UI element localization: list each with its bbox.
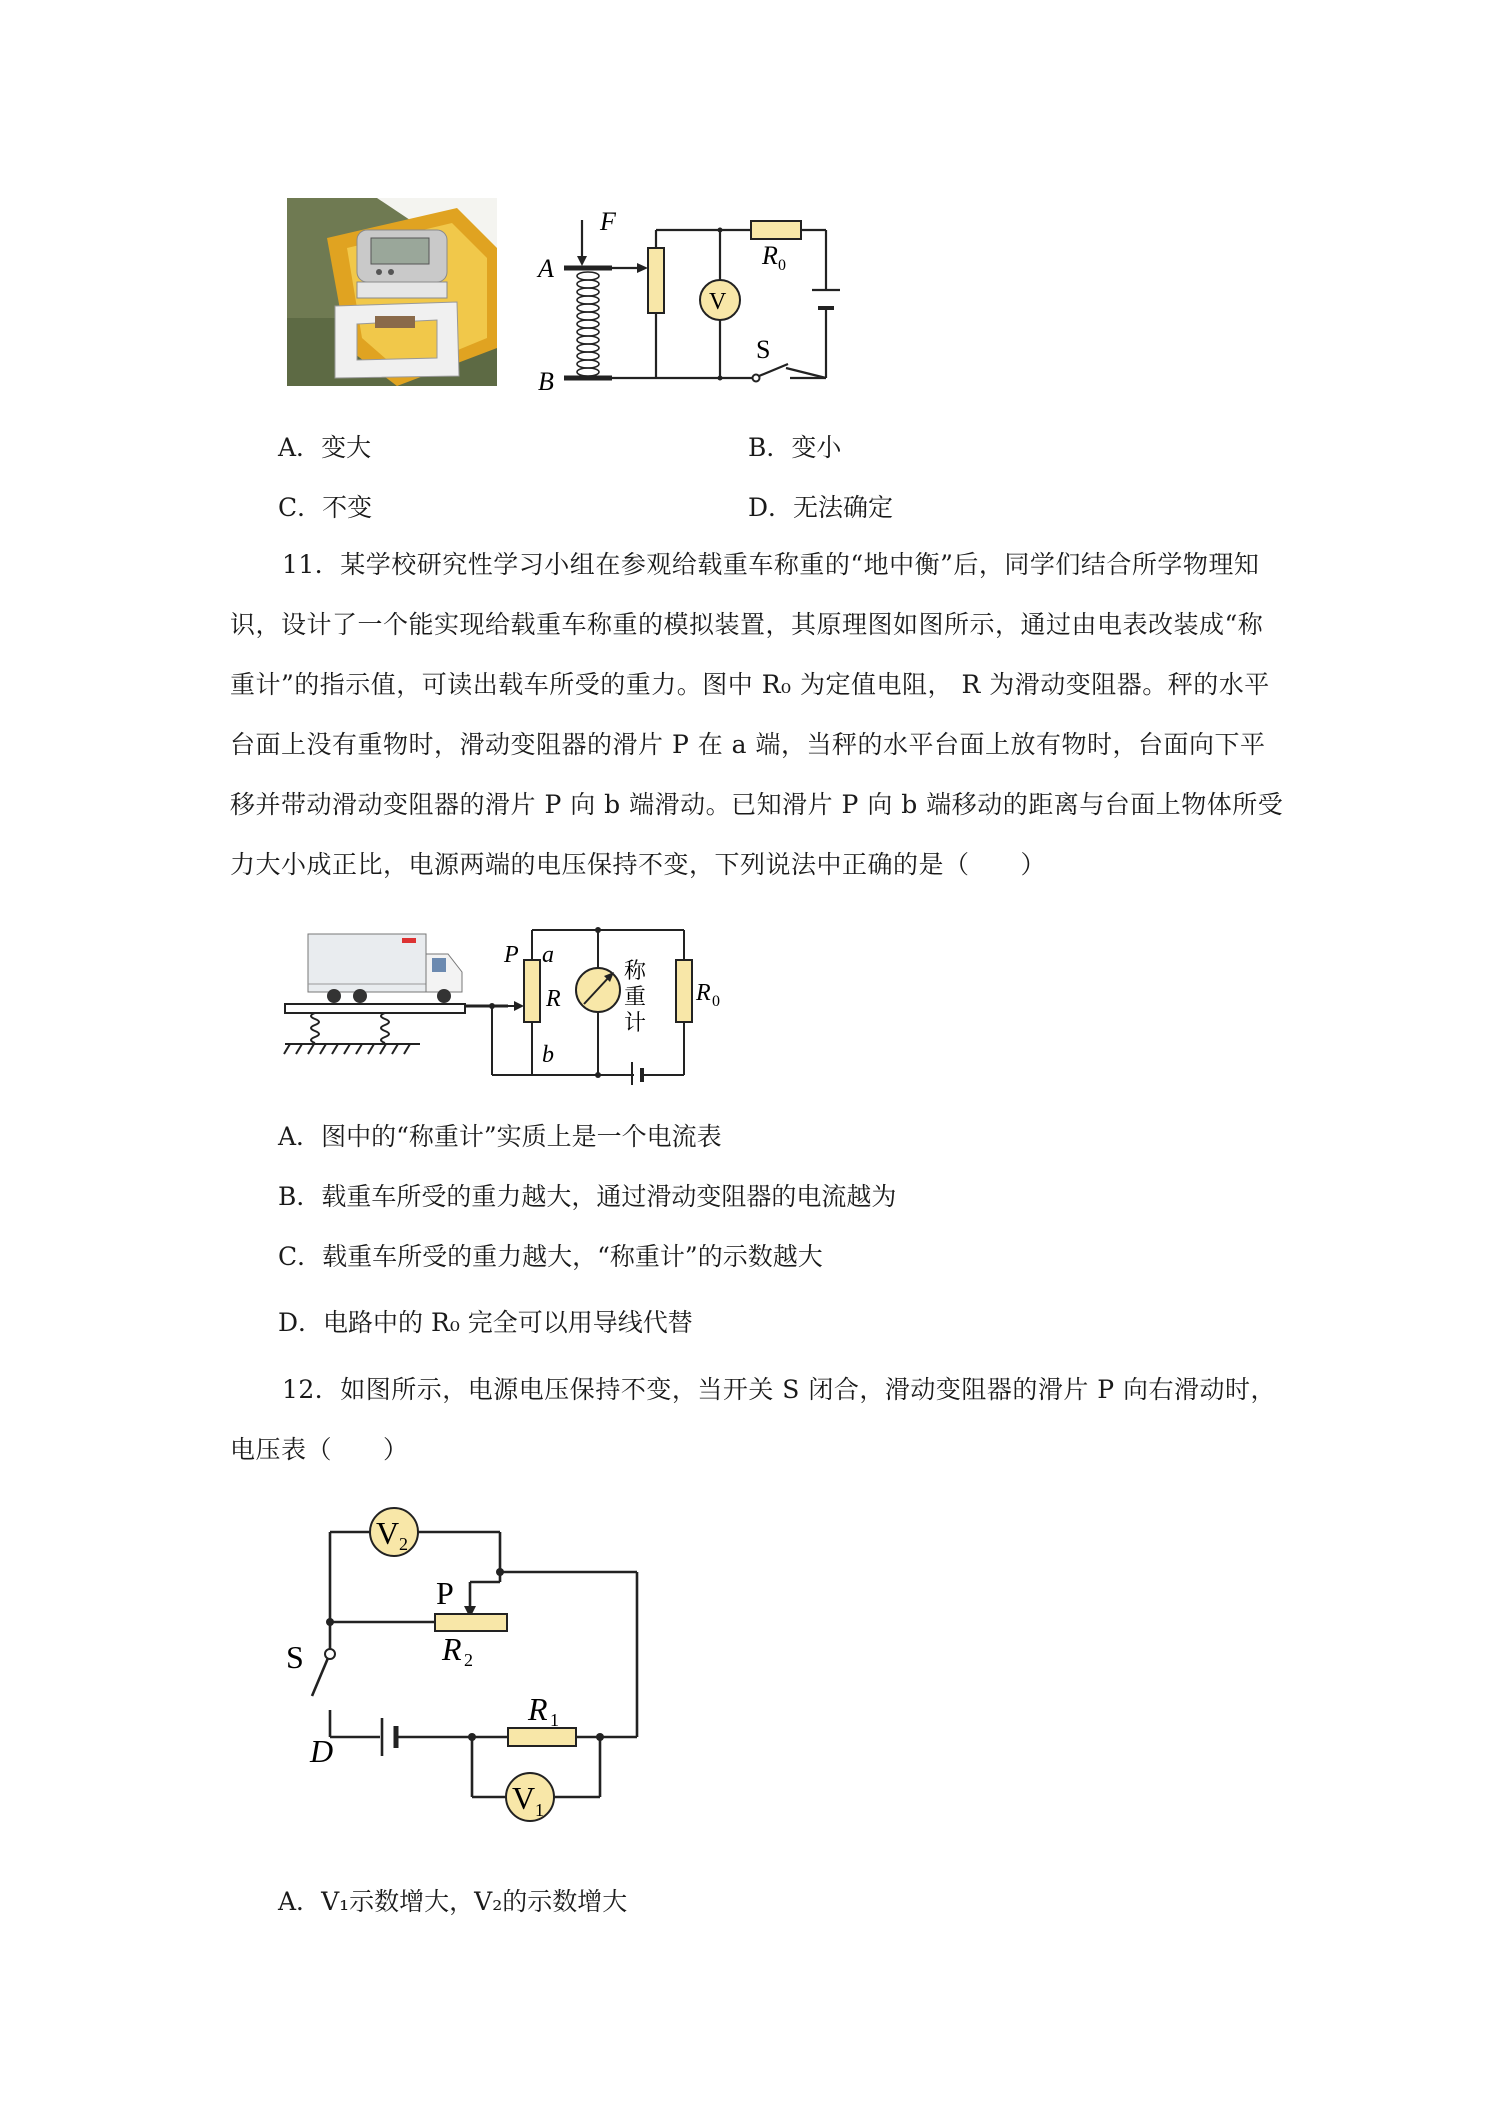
- label-P: P: [436, 1575, 454, 1611]
- truck-illustration: [308, 934, 462, 1003]
- meter-label-3: 计: [624, 1010, 647, 1035]
- label-B: B: [538, 367, 554, 396]
- q10-option-d[interactable]: D．无法确定: [748, 493, 894, 522]
- meter-label-2: 重: [624, 984, 647, 1009]
- voltmeter-v2-subscript: 2: [399, 1534, 408, 1554]
- q11-line-6: 力大小成正比，电源两端的电压保持不变，下列说法中正确的是（ ）: [230, 850, 1047, 879]
- label-F: F: [600, 210, 616, 236]
- q11-option-b[interactable]: B．载重车所受的重力越大，通过滑动变阻器的电流越为: [278, 1182, 897, 1211]
- q11-weighing-circuit-diagram: [280, 910, 740, 1085]
- q11-line-1: 11．某学校研究性学习小组在参观给载重车称重的“地中衡”后，同学们结合所学物理知: [282, 550, 1260, 579]
- voltmeter-v1-label: V: [512, 1780, 536, 1816]
- meter-label-1: 称: [624, 958, 647, 983]
- q11-option-a[interactable]: A．图中的“称重计”实质上是一个电流表: [278, 1122, 722, 1151]
- dynamometer-photo: [287, 198, 497, 386]
- q11-line-2: 识，设计了一个能实现给载重车称重的模拟装置，其原理图如图所示，通过由电表改装成“称: [230, 610, 1264, 639]
- q11-question-text: [230, 535, 1284, 895]
- label-S: S: [756, 335, 771, 364]
- q12-line-2: 电压表（ ）: [230, 1435, 409, 1464]
- q11-line-5: 移并带动滑动变阻器的滑片 P 向 b 端滑动。已知滑片 P 向 b 端移动的距离与台面上物体所受: [230, 790, 1284, 819]
- label-R1: R: [528, 1691, 548, 1727]
- label-a: a: [542, 942, 554, 968]
- label-b: b: [542, 1042, 554, 1068]
- q11-line-3: 重计”的指示值，可读出载车所受的重力。图中 R₀ 为定值电阻， R 为滑动变阻器。秤的水平: [230, 670, 1270, 699]
- voltmeter-v1-subscript: 1: [535, 1800, 544, 1820]
- q11-option-c[interactable]: C．载重车所受的重力越大，“称重计”的示数越大: [278, 1242, 823, 1271]
- label-R1-subscript: 1: [550, 1710, 559, 1730]
- q12-question-text: [230, 1360, 1275, 1480]
- label-A: A: [538, 254, 554, 283]
- label-R0: R: [696, 980, 711, 1006]
- voltmeter-v2-label: V: [376, 1515, 400, 1551]
- label-R: R: [546, 986, 561, 1012]
- label-R0: R: [762, 241, 778, 270]
- voltmeter-label: V: [709, 289, 727, 315]
- q11-line-4: 台面上没有重物时，滑动变阻器的滑片 P 在 a 端，当秤的水平台面上放有物时，台面向下平: [230, 730, 1266, 759]
- q12-line-1: 12．如图所示，电源电压保持不变，当开关 S 闭合，滑动变阻器的滑片 P 向右滑动时，: [282, 1375, 1277, 1404]
- q10-circuit-diagram: [520, 210, 840, 400]
- label-R0-subscript: 0: [712, 993, 720, 1010]
- label-D: D: [310, 1733, 334, 1769]
- q10-option-c[interactable]: C．不变: [278, 493, 373, 522]
- q12-option-a[interactable]: A．V₁示数增大，V₂的示数增大: [278, 1887, 628, 1916]
- label-R2: R: [442, 1631, 462, 1667]
- q10-option-b[interactable]: B．变小: [748, 433, 842, 462]
- label-R2-subscript: 2: [464, 1650, 473, 1670]
- label-R0-subscript: 0: [778, 257, 786, 274]
- label-S: S: [286, 1639, 304, 1675]
- label-P: P: [504, 942, 519, 968]
- q10-option-a[interactable]: A．变大: [278, 433, 372, 462]
- q12-circuit-diagram: [280, 1500, 660, 1855]
- q11-option-d[interactable]: D．电路中的 R₀ 完全可以用导线代替: [278, 1308, 693, 1337]
